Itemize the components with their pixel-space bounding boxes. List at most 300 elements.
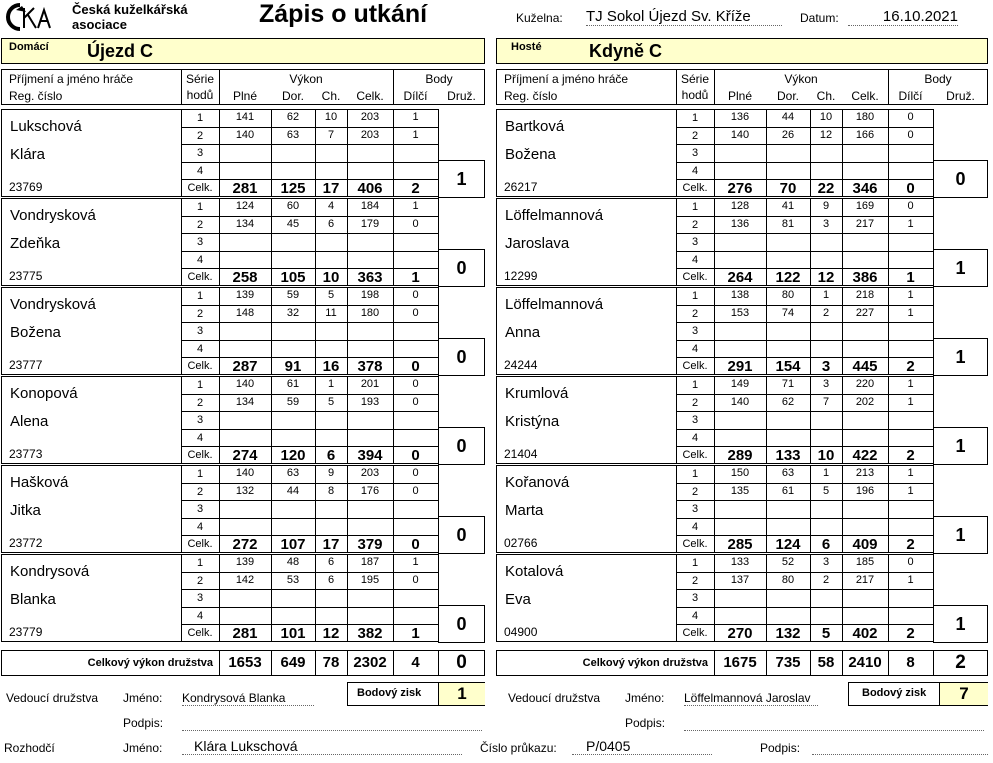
serie-value: 0 [412, 289, 419, 301]
player-reg-number: 23773 [9, 447, 43, 461]
player-surname: Kondrysová [10, 563, 90, 580]
player-total: 445 [852, 358, 878, 375]
serie-label: 4 [196, 164, 204, 177]
home-team-name: Újezd C [87, 41, 154, 61]
serie-value: 80 [781, 289, 795, 301]
player-total: 0 [411, 447, 420, 464]
col-serie-line2: hodů [186, 88, 214, 102]
serie-value: 153 [730, 306, 750, 319]
row-divider [181, 572, 438, 573]
serie-label: Celk. [682, 271, 708, 283]
row-divider [181, 500, 438, 501]
serie-value: 180 [360, 306, 380, 319]
col-druz: Druž. [946, 89, 975, 103]
serie-value: 134 [235, 395, 255, 408]
serie-value: 140 [730, 395, 750, 408]
serie-value: 187 [360, 556, 380, 568]
serie-value: 4 [327, 200, 335, 212]
referee-prukaz-value: P/0405 [572, 738, 712, 755]
serie-value: 203 [360, 128, 380, 141]
player-druz-points: 0 [456, 258, 467, 278]
serie-value: 136 [730, 217, 750, 230]
player-firstname: Jitka [10, 502, 41, 519]
serie-label: 2 [691, 396, 699, 409]
serie-label: 1 [196, 290, 204, 302]
col-druz: Druž. [447, 89, 476, 103]
serie-value: 1 [412, 200, 419, 212]
player-total: 6 [821, 536, 831, 553]
serie-value: 135 [730, 484, 750, 497]
col-ch: Ch. [321, 89, 341, 103]
player-total: 402 [852, 625, 878, 642]
col-dilci: Dílčí [403, 89, 428, 103]
serie-value: 1 [907, 573, 914, 586]
away-vedouci-label: Vedoucí družstva [508, 691, 601, 705]
player-firstname: Klára [10, 146, 46, 163]
player-total: 2 [906, 447, 915, 464]
player-firstname: Zdeňka [10, 235, 61, 252]
col-dor: Dor. [281, 89, 304, 103]
away-jmeno-label: Jméno: [625, 691, 665, 705]
player-total: 12 [322, 625, 340, 642]
serie-value: 52 [781, 556, 795, 568]
serie-value: 10 [324, 111, 338, 123]
serie-value: 6 [327, 573, 335, 586]
player-druz-points: 0 [456, 347, 467, 367]
player-surname: Kořanová [505, 474, 570, 491]
serie-value: 45 [286, 217, 300, 230]
serie-value: 185 [855, 556, 875, 568]
serie-label: 1 [196, 557, 204, 569]
serie-value: 0 [907, 200, 914, 212]
serie-label: 3 [196, 325, 204, 337]
col-plne: Plné [727, 89, 753, 103]
away-team-bar [496, 38, 988, 64]
serie-label: 2 [196, 485, 204, 498]
serie-label: 1 [691, 557, 699, 569]
home-bodovy-label: Bodový zisk [357, 687, 422, 699]
serie-value: 3 [822, 378, 830, 390]
serie-label: 4 [691, 253, 699, 266]
player-total: 70 [779, 180, 797, 197]
serie-value: 201 [360, 378, 380, 390]
player-total: 394 [357, 447, 383, 464]
serie-value: 0 [412, 484, 419, 497]
player-total: 287 [232, 358, 258, 375]
serie-value: 60 [286, 200, 300, 212]
player-total: 2 [906, 536, 915, 553]
away-jmeno-value: Löffelmannová Jaroslav [684, 691, 818, 706]
serie-value: 0 [907, 556, 914, 568]
referee-jmeno-value: Klára Lukschová [182, 738, 462, 755]
away-bodovy-box [848, 682, 988, 706]
row-divider [181, 216, 438, 217]
player-surname: Bartková [505, 118, 565, 135]
home-jmeno-label: Jméno: [123, 691, 163, 705]
serie-value: 137 [730, 573, 750, 586]
player-druz-points: 0 [955, 169, 966, 189]
player-reg-number: 04900 [504, 625, 538, 639]
serie-value: 220 [855, 378, 875, 390]
serie-value: 0 [412, 217, 419, 230]
col-ch: Ch. [816, 89, 836, 103]
serie-label: 3 [691, 414, 699, 426]
row-divider [676, 127, 933, 128]
player-total: 10 [817, 447, 835, 464]
serie-value: 1 [907, 395, 914, 408]
player-surname: Vondrysková [10, 296, 96, 313]
serie-label: 3 [196, 236, 204, 248]
serie-value: 32 [286, 306, 300, 319]
serie-value: 1 [907, 484, 914, 497]
row-divider [676, 572, 933, 573]
serie-value: 2 [822, 573, 830, 586]
serie-label: 3 [691, 147, 699, 159]
serie-value: 140 [235, 128, 255, 141]
serie-value: 218 [855, 289, 875, 301]
col-celk: Celk. [356, 89, 384, 103]
serie-value: 80 [781, 573, 795, 586]
row-divider [676, 429, 933, 430]
serie-value: 139 [235, 556, 255, 568]
serie-label: 3 [691, 503, 699, 515]
serie-value: 3 [822, 556, 830, 568]
player-total: 346 [852, 180, 878, 197]
serie-label: 1 [691, 201, 699, 213]
serie-value: 193 [360, 395, 380, 408]
serie-label: Celk. [187, 271, 213, 283]
row-divider [676, 607, 933, 608]
player-druz-points: 0 [456, 525, 467, 545]
player-total: 270 [727, 625, 753, 642]
serie-value: 74 [781, 306, 795, 319]
player-druz-points: 1 [955, 347, 966, 367]
serie-value: 26 [781, 128, 795, 141]
serie-value: 7 [327, 128, 335, 141]
serie-value: 5 [327, 395, 335, 408]
player-reg-number: 23777 [9, 358, 43, 372]
serie-value: 134 [235, 217, 255, 230]
player-total: 16 [322, 358, 340, 375]
serie-value: 140 [235, 467, 255, 479]
team-total-value: 1675 [723, 654, 757, 671]
row-divider [676, 162, 933, 163]
col-player-line2: Reg. číslo [9, 89, 63, 103]
row-divider [676, 394, 933, 395]
player-surname: Vondrysková [10, 207, 96, 224]
serie-value: 124 [235, 200, 255, 212]
serie-label: 4 [691, 164, 699, 177]
serie-value: 62 [286, 111, 300, 123]
row-divider [676, 305, 933, 306]
col-celk: Celk. [851, 89, 879, 103]
serie-label: Celk. [187, 182, 213, 194]
serie-value: 1 [327, 378, 335, 390]
serie-value: 71 [781, 378, 795, 390]
home-bodovy-value: 1 [438, 683, 485, 705]
datum-label: Datum: [800, 11, 839, 25]
away-bodovy-value: 7 [939, 683, 988, 705]
serie-label: 4 [196, 609, 204, 622]
serie-label: 4 [196, 520, 204, 533]
player-total: 101 [280, 625, 306, 642]
row-divider [676, 233, 933, 234]
away-podpis-line [684, 716, 984, 731]
player-surname: Löffelmannová [505, 207, 604, 224]
player-firstname: Eva [505, 591, 531, 608]
serie-value: 0 [907, 128, 914, 141]
col-serie-line1: Série [680, 72, 709, 86]
row-divider [676, 144, 933, 145]
home-vedouci-label: Vedoucí družstva [6, 691, 99, 705]
serie-value: 59 [286, 395, 300, 408]
team-total-value: 4 [411, 654, 420, 671]
player-surname: Krumlová [505, 385, 569, 402]
serie-value: 140 [730, 128, 750, 141]
serie-value: 217 [855, 217, 875, 230]
row-divider [676, 322, 933, 323]
player-total: 406 [357, 180, 383, 197]
serie-value: 63 [781, 467, 795, 479]
serie-value: 138 [730, 289, 750, 301]
away-role-label: Hosté [511, 41, 542, 53]
serie-value: 11 [325, 306, 337, 319]
serie-label: 4 [196, 342, 204, 355]
referee-podpis-line [812, 740, 988, 755]
player-total: 386 [852, 269, 878, 286]
player-total: 0 [411, 536, 420, 553]
player-total: 1 [906, 269, 915, 286]
col-plne: Plné [232, 89, 258, 103]
serie-value: 1 [412, 128, 419, 141]
serie-value: 176 [360, 484, 380, 497]
serie-value: 128 [730, 200, 750, 212]
serie-value: 0 [412, 573, 419, 586]
serie-value: 141 [235, 111, 255, 123]
serie-value: 10 [819, 111, 833, 123]
serie-label: 2 [691, 129, 699, 142]
serie-value: 0 [907, 111, 914, 123]
player-total: 22 [817, 180, 835, 197]
row-divider [676, 518, 933, 519]
serie-value: 9 [822, 200, 830, 212]
row-divider [676, 251, 933, 252]
player-total: 289 [727, 447, 753, 464]
row-divider [676, 500, 933, 501]
serie-label: 1 [691, 290, 699, 302]
player-total: 272 [232, 536, 258, 553]
player-total: 91 [284, 358, 302, 375]
col-serie-line1: Série [185, 72, 214, 86]
player-reg-number: 02766 [504, 536, 538, 550]
serie-label: 3 [196, 414, 204, 426]
serie-label: Celk. [187, 449, 213, 461]
serie-value: 0 [412, 467, 419, 479]
serie-label: Celk. [682, 360, 708, 372]
player-surname: Hašková [10, 474, 69, 491]
player-reg-number: 12299 [504, 269, 538, 283]
serie-value: 166 [855, 128, 875, 141]
col-body: Body [425, 72, 453, 86]
player-total: 291 [727, 358, 753, 375]
player-total: 132 [775, 625, 801, 642]
col-dor: Dor. [776, 89, 799, 103]
player-surname: Kotalová [505, 563, 564, 580]
player-surname: Löffelmannová [505, 296, 604, 313]
serie-value: 81 [781, 217, 795, 230]
serie-value: 196 [855, 484, 875, 497]
serie-label: 1 [196, 468, 204, 480]
serie-value: 213 [855, 467, 875, 479]
player-firstname: Kristýna [505, 413, 560, 430]
player-firstname: Marta [505, 502, 544, 519]
serie-value: 169 [855, 200, 875, 212]
player-druz-points: 1 [955, 436, 966, 456]
home-bodovy-box [347, 682, 485, 706]
serie-value: 1 [822, 467, 830, 479]
player-total: 133 [775, 447, 801, 464]
player-total: 125 [280, 180, 306, 197]
serie-value: 44 [286, 484, 300, 497]
player-total: 1 [411, 625, 420, 642]
serie-value: 136 [730, 111, 750, 123]
serie-label: 2 [196, 574, 204, 587]
serie-value: 1 [907, 289, 914, 301]
serie-value: 48 [286, 556, 300, 568]
serie-value: 41 [781, 200, 795, 212]
serie-value: 1 [822, 289, 830, 301]
player-total: 5 [821, 625, 831, 642]
referee-jmeno-label: Jméno: [123, 741, 163, 755]
serie-value: 2 [822, 306, 830, 319]
serie-label: Celk. [187, 627, 213, 639]
row-divider [181, 322, 438, 323]
player-firstname: Božena [505, 146, 556, 163]
serie-label: 1 [196, 201, 204, 213]
team-total-label: Celkový výkon družstva [582, 657, 708, 669]
player-total: 2 [906, 358, 915, 375]
player-total: 107 [280, 536, 306, 553]
team-total-value: 58 [817, 654, 835, 671]
serie-value: 5 [822, 484, 830, 497]
serie-value: 184 [360, 200, 380, 212]
team-total-value: 2410 [848, 654, 882, 671]
serie-value: 1 [907, 217, 914, 230]
serie-value: 1 [907, 306, 914, 319]
row-divider [676, 483, 933, 484]
serie-label: 4 [691, 431, 699, 444]
serie-value: 148 [235, 306, 255, 319]
player-total: 382 [357, 625, 383, 642]
player-druz-points: 0 [456, 436, 467, 456]
player-total: 264 [727, 269, 753, 286]
serie-value: 150 [730, 467, 750, 479]
col-body: Body [924, 72, 952, 86]
serie-label: 4 [691, 342, 699, 355]
serie-value: 59 [286, 289, 300, 301]
col-player-line1: Příjmení a jméno hráče [504, 72, 629, 86]
serie-label: 1 [691, 468, 699, 480]
serie-value: 198 [360, 289, 380, 301]
player-total: 2 [906, 625, 915, 642]
serie-label: 4 [691, 609, 699, 622]
row-divider [676, 589, 933, 590]
serie-label: 2 [691, 485, 699, 498]
player-total: 363 [357, 269, 383, 286]
serie-value: 61 [781, 484, 795, 497]
row-divider [181, 483, 438, 484]
serie-value: 63 [286, 467, 300, 479]
player-total: 281 [232, 625, 258, 642]
player-total: 285 [727, 536, 753, 553]
player-firstname: Anna [505, 324, 541, 341]
player-reg-number: 24244 [504, 358, 538, 372]
row-divider [676, 411, 933, 412]
player-reg-number: 21404 [504, 447, 538, 461]
referee-prukaz-label: Číslo průkazu: [480, 741, 557, 755]
player-total: 120 [280, 447, 306, 464]
referee-podpis-label: Podpis: [760, 741, 801, 755]
player-total: 274 [232, 447, 258, 464]
serie-value: 1 [907, 467, 914, 479]
serie-label: 3 [196, 503, 204, 515]
serie-value: 1 [412, 556, 419, 568]
row-divider [181, 162, 438, 163]
row-divider [181, 144, 438, 145]
player-total: 105 [280, 269, 306, 286]
player-druz-points: 1 [955, 525, 966, 545]
serie-value: 1 [907, 378, 914, 390]
home-team-bar [1, 38, 485, 64]
player-druz-points: 1 [456, 169, 467, 189]
serie-value: 61 [286, 378, 300, 390]
serie-value: 3 [822, 217, 830, 230]
serie-label: 3 [196, 592, 204, 604]
player-total: 17 [322, 536, 340, 553]
serie-label: 2 [691, 307, 699, 320]
serie-value: 9 [327, 467, 335, 479]
player-total: 17 [322, 180, 340, 197]
serie-label: Celk. [187, 360, 213, 372]
player-total: 1 [411, 269, 420, 286]
player-druz-points: 1 [955, 258, 966, 278]
team-total-value: 8 [906, 654, 915, 671]
player-total: 10 [322, 269, 340, 286]
serie-value: 202 [855, 395, 875, 408]
serie-label: 4 [691, 520, 699, 533]
player-total: 422 [852, 447, 878, 464]
serie-label: Celk. [682, 182, 708, 194]
serie-value: 149 [730, 378, 750, 390]
serie-value: 227 [855, 306, 875, 319]
serie-label: 2 [196, 129, 204, 142]
serie-value: 133 [730, 556, 750, 568]
col-player-line2: Reg. číslo [504, 89, 558, 103]
player-surname: Konopová [10, 385, 78, 402]
serie-label: 3 [691, 236, 699, 248]
player-reg-number: 23769 [9, 180, 43, 194]
player-total: 124 [775, 536, 801, 553]
team-total-value: 735 [775, 654, 801, 671]
row-divider [181, 127, 438, 128]
col-dilci: Dílčí [898, 89, 923, 103]
serie-label: 2 [196, 307, 204, 320]
row-divider [676, 340, 933, 341]
page-title: Zápis o utkání [259, 0, 428, 28]
team-total-value: 1653 [228, 654, 262, 671]
player-total: 154 [775, 358, 801, 375]
team-total-label: Celkový výkon družstva [87, 657, 213, 669]
